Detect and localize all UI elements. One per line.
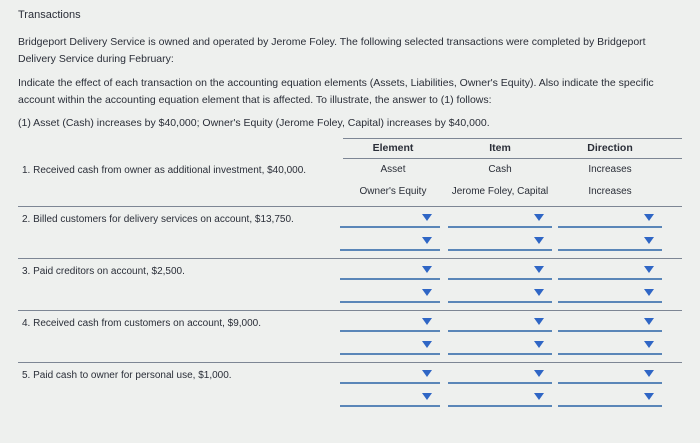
chevron-down-icon [534,370,544,377]
chevron-down-icon [644,341,654,348]
transaction-3-direction-select-2[interactable] [558,285,662,303]
example-row-label: 1. Received cash from owner as additional investment, $40,000. [22,165,307,176]
row-divider [18,258,682,259]
chevron-down-icon [644,393,654,400]
transaction-3-label: 3. Paid creditors on account, $2,500. [22,266,185,277]
transaction-2-item-select-1[interactable] [448,210,552,228]
chevron-down-icon [534,289,544,296]
transaction-5-element-select-2[interactable] [340,389,440,407]
transaction-4-element-select-1[interactable] [340,314,440,332]
chevron-down-icon [644,266,654,273]
transaction-5-direction-select-2[interactable] [558,389,662,407]
example-item-2: Jerome Foley, Capital [451,186,549,197]
column-header-element: Element [372,142,414,154]
transaction-2-direction-select-2[interactable] [558,233,662,251]
chevron-down-icon [422,214,432,221]
transaction-2-direction-select-1[interactable] [558,210,662,228]
problem-instructions: Indicate the effect of each transaction on the accounting equation elements (Assets, Liabilities, Owner's Equity). Also indicate the specific account within the accounting equation element that is affected. To illustrate, the answer to (1) follows: [18,77,654,106]
chevron-down-icon [534,393,544,400]
chevron-down-icon [534,318,544,325]
example-element-1: Asset [380,164,406,175]
example-item-1: Cash [488,164,512,175]
chevron-down-icon [534,266,544,273]
row-divider [18,362,682,363]
chevron-down-icon [422,266,432,273]
row-divider [18,206,682,207]
transaction-2-element-select-2[interactable] [340,233,440,251]
chevron-down-icon [422,393,432,400]
chevron-down-icon [644,214,654,221]
transaction-2-element-select-1[interactable] [340,210,440,228]
column-header-item: Item [489,142,511,154]
chevron-down-icon [644,318,654,325]
transaction-4-element-select-2[interactable] [340,337,440,355]
chevron-down-icon [422,289,432,296]
example-answer: (1) Asset (Cash) increases by $40,000; Owner's Equity (Jerome Foley, Capital) increases by $40,000. [18,117,490,129]
problem-intro: Bridgeport Delivery Service is owned and operated by Jerome Foley. The following selected transactions were completed by Bridgeport Delivery Service during February: [18,36,646,65]
chevron-down-icon [534,214,544,221]
transaction-3-item-select-2[interactable] [448,285,552,303]
chevron-down-icon [422,237,432,244]
transaction-5-item-select-2[interactable] [448,389,552,407]
example-direction-2: Increases [588,186,632,197]
transaction-5-item-select-1[interactable] [448,366,552,384]
chevron-down-icon [422,370,432,377]
chevron-down-icon [422,341,432,348]
transaction-4-direction-select-2[interactable] [558,337,662,355]
transaction-4-item-select-1[interactable] [448,314,552,332]
example-element-2: Owner's Equity [359,186,427,197]
page-title: Transactions [18,9,81,21]
transaction-5-label: 5. Paid cash to owner for personal use, $1,000. [22,370,232,381]
chevron-down-icon [644,237,654,244]
transaction-3-element-select-1[interactable] [340,262,440,280]
header-bottom-rule [343,158,682,159]
transaction-5-element-select-1[interactable] [340,366,440,384]
transaction-4-item-select-2[interactable] [448,337,552,355]
transaction-4-direction-select-1[interactable] [558,314,662,332]
chevron-down-icon [422,318,432,325]
transaction-2-item-select-2[interactable] [448,233,552,251]
chevron-down-icon [534,237,544,244]
chevron-down-icon [534,341,544,348]
chevron-down-icon [644,289,654,296]
example-direction-1: Increases [588,164,632,175]
header-top-rule [343,138,682,139]
transaction-3-item-select-1[interactable] [448,262,552,280]
transaction-5-direction-select-1[interactable] [558,366,662,384]
transaction-3-element-select-2[interactable] [340,285,440,303]
chevron-down-icon [644,370,654,377]
row-divider [18,310,682,311]
transaction-4-label: 4. Received cash from customers on account, $9,000. [22,318,262,329]
column-header-direction: Direction [587,142,633,154]
transaction-2-label: 2. Billed customers for delivery services on account, $13,750. [22,214,294,225]
transaction-3-direction-select-1[interactable] [558,262,662,280]
